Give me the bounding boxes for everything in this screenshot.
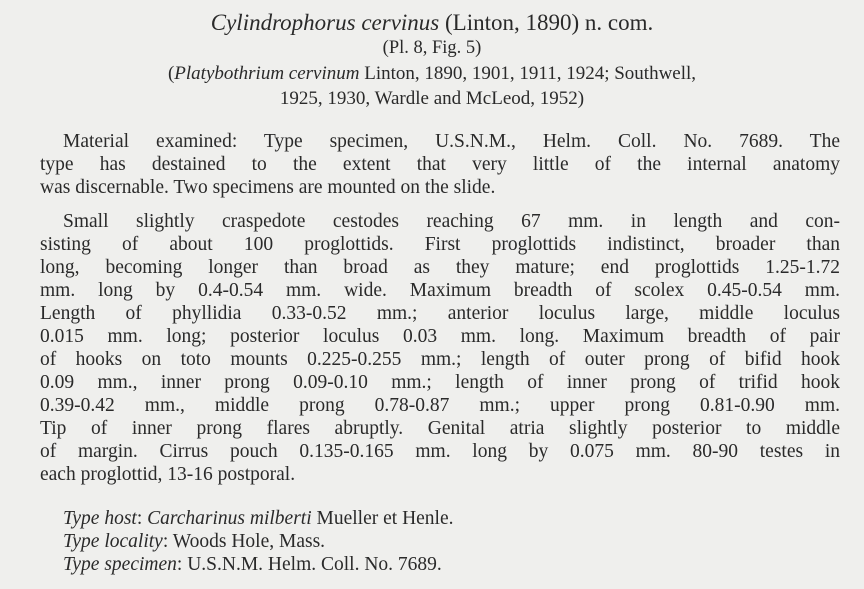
species-authority: (Linton, 1890) n. com.	[445, 10, 654, 35]
text-line: mm. long by 0.4-0.54 mm. wide. Maximum breadth of scolex 0.45-0.54 mm.	[40, 280, 840, 301]
text-line: Small slightly craspedote cestodes reaching 67 mm. in length and con-	[63, 211, 840, 232]
type-sep: :	[136, 508, 143, 529]
type-sep: :	[176, 554, 183, 575]
species-heading	[0, 10, 864, 36]
text-line: each proglottid, 13-16 postporal.	[40, 464, 296, 485]
text-line: of margin. Cirrus pouch 0.135-0.165 mm. long by 0.075 mm. 80-90 testes in	[40, 441, 840, 462]
synonymy-refs-1: Linton, 1890, 1901, 1911, 1924; Southwell,	[364, 63, 697, 84]
type-value: U.S.N.M. Helm. Coll. No. 7689.	[187, 554, 442, 575]
text-line: was discernable. Two specimens are mounted on the slide.	[40, 177, 496, 199]
plate-reference: (Pl. 8, Fig. 5)	[382, 38, 482, 58]
type-label: Type specimen	[63, 554, 177, 575]
type-label: Type host	[63, 508, 137, 529]
synonymy-paren: (	[167, 63, 175, 84]
type-label: Type locality	[63, 531, 163, 552]
synonymy-line-1	[0, 63, 864, 85]
text-line: 0.39-0.42 mm., middle prong 0.78-0.87 mm.; upper prong 0.81-0.90 mm.	[40, 395, 840, 416]
text-line: Tip of inner prong flares abruptly. Genital atria slightly posterior to middle	[40, 418, 840, 439]
text-line: 0.015 mm. long; posterior loculus 0.03 mm. long. Maximum breadth of pair	[40, 326, 840, 347]
text-line: long, becoming longer than broad as they mature; end proglottids 1.25-1.72	[40, 257, 840, 278]
text-line: sisting of about 100 proglottids. First proglottids indistinct, broader than	[40, 234, 840, 255]
text-line: Length of phyllidia 0.33-0.52 mm.; anterior loculus large, middle loculus	[40, 303, 840, 324]
type-sep: :	[162, 531, 169, 552]
type-info-item	[63, 508, 454, 530]
type-info-item	[63, 531, 325, 553]
text-line: type has destained to the extent that very little of the internal anatomy	[40, 154, 840, 176]
type-value-italic: Carcharinus milberti	[147, 508, 312, 529]
text-line: 0.09 mm., inner prong 0.09-0.10 mm.; length of inner prong of trifid hook	[40, 372, 840, 393]
text-line: of hooks on toto mounts 0.225-0.255 mm.; length of outer prong of bifid hook	[40, 349, 840, 370]
type-value: Mueller et Henle.	[311, 508, 454, 529]
synonymy-line-2: 1925, 1930, Wardle and McLeod, 1952)	[279, 88, 585, 109]
species-name: Cylindrophorus cervinus	[210, 10, 440, 35]
text-line: Material examined: Type specimen, U.S.N.M., Helm. Coll. No. 7689. The	[63, 131, 840, 152]
type-value: Woods Hole, Mass.	[172, 531, 326, 552]
synonym-name: Platybothrium cervinum	[174, 63, 360, 84]
type-info-item	[63, 554, 442, 576]
